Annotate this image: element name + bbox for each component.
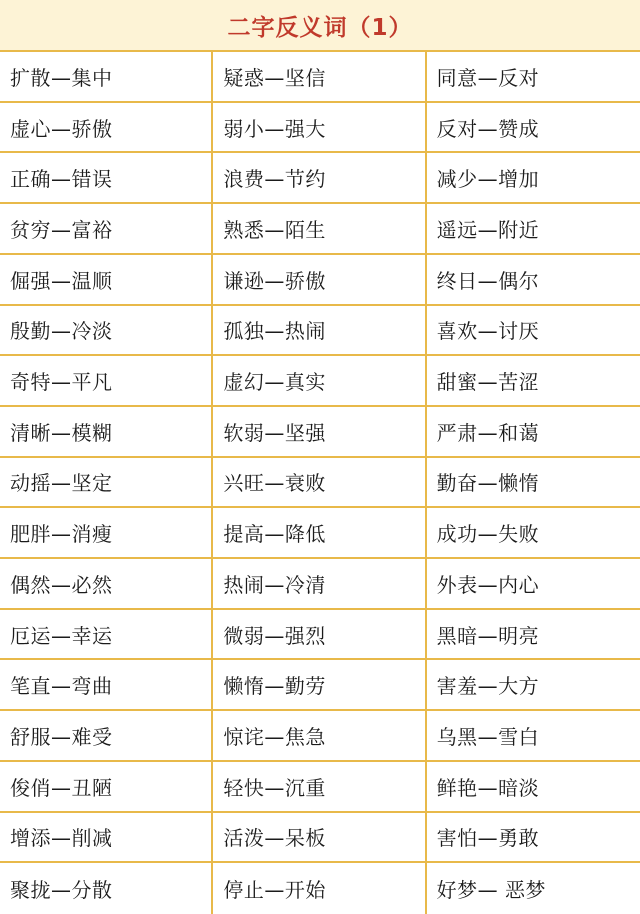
table-cell: 倔强—温顺 [0, 255, 213, 306]
table-cell: 软弱—坚强 [213, 407, 426, 458]
table-cell: 正确—错误 [0, 153, 213, 204]
table-cell: 虚心—骄傲 [0, 103, 213, 154]
table-cell: 偶然—必然 [0, 559, 213, 610]
table-cell: 严肃—和蔼 [427, 407, 640, 458]
table-cell: 好梦— 恶梦 [427, 863, 640, 914]
table-cell: 贫穷—富裕 [0, 204, 213, 255]
table-cell: 甜蜜—苦涩 [427, 356, 640, 407]
table-cell: 害怕—勇敢 [427, 813, 640, 864]
table-cell: 黑暗—明亮 [427, 610, 640, 661]
table-cell: 成功—失败 [427, 508, 640, 559]
table-cell: 清晰—模糊 [0, 407, 213, 458]
table-cell: 同意—反对 [427, 52, 640, 103]
table-cell: 活泼—呆板 [213, 813, 426, 864]
table-cell: 减少—增加 [427, 153, 640, 204]
table-cell: 聚拢—分散 [0, 863, 213, 914]
table-cell: 惊诧—焦急 [213, 711, 426, 762]
table-cell: 懒惰—勤劳 [213, 660, 426, 711]
table-cell: 反对—赞成 [427, 103, 640, 154]
table-cell: 舒服—难受 [0, 711, 213, 762]
table-cell: 鲜艳—暗淡 [427, 762, 640, 813]
table-cell: 奇特—平凡 [0, 356, 213, 407]
table-cell: 外表—内心 [427, 559, 640, 610]
table-cell: 笔直—弯曲 [0, 660, 213, 711]
table-cell: 乌黑—雪白 [427, 711, 640, 762]
table-cell: 弱小—强大 [213, 103, 426, 154]
page-title: 二字反义词（1） [227, 14, 413, 41]
table-cell: 浪费—节约 [213, 153, 426, 204]
table-cell: 扩散—集中 [0, 52, 213, 103]
table-cell: 虚幻—真实 [213, 356, 426, 407]
table-cell: 兴旺—衰败 [213, 458, 426, 509]
table-cell: 停止—开始 [213, 863, 426, 914]
table-cell: 喜欢—讨厌 [427, 306, 640, 357]
table-cell: 谦逊—骄傲 [213, 255, 426, 306]
table-cell: 微弱—强烈 [213, 610, 426, 661]
title-bar [0, 0, 640, 52]
table-cell: 增添—削减 [0, 813, 213, 864]
table-cell: 熟悉—陌生 [213, 204, 426, 255]
table-cell: 孤独—热闹 [213, 306, 426, 357]
table-cell: 勤奋—懒惰 [427, 458, 640, 509]
antonym-table [0, 52, 640, 914]
table-cell: 遥远—附近 [427, 204, 640, 255]
table-cell: 提高—降低 [213, 508, 426, 559]
table-cell: 厄运—幸运 [0, 610, 213, 661]
table-cell: 肥胖—消瘦 [0, 508, 213, 559]
table-cell: 俊俏—丑陋 [0, 762, 213, 813]
table-cell: 疑惑—坚信 [213, 52, 426, 103]
table-cell: 终日—偶尔 [427, 255, 640, 306]
table-cell: 热闹—冷清 [213, 559, 426, 610]
table-cell: 殷勤—冷淡 [0, 306, 213, 357]
table-cell: 轻快—沉重 [213, 762, 426, 813]
table-cell: 动摇—坚定 [0, 458, 213, 509]
table-cell: 害羞—大方 [427, 660, 640, 711]
